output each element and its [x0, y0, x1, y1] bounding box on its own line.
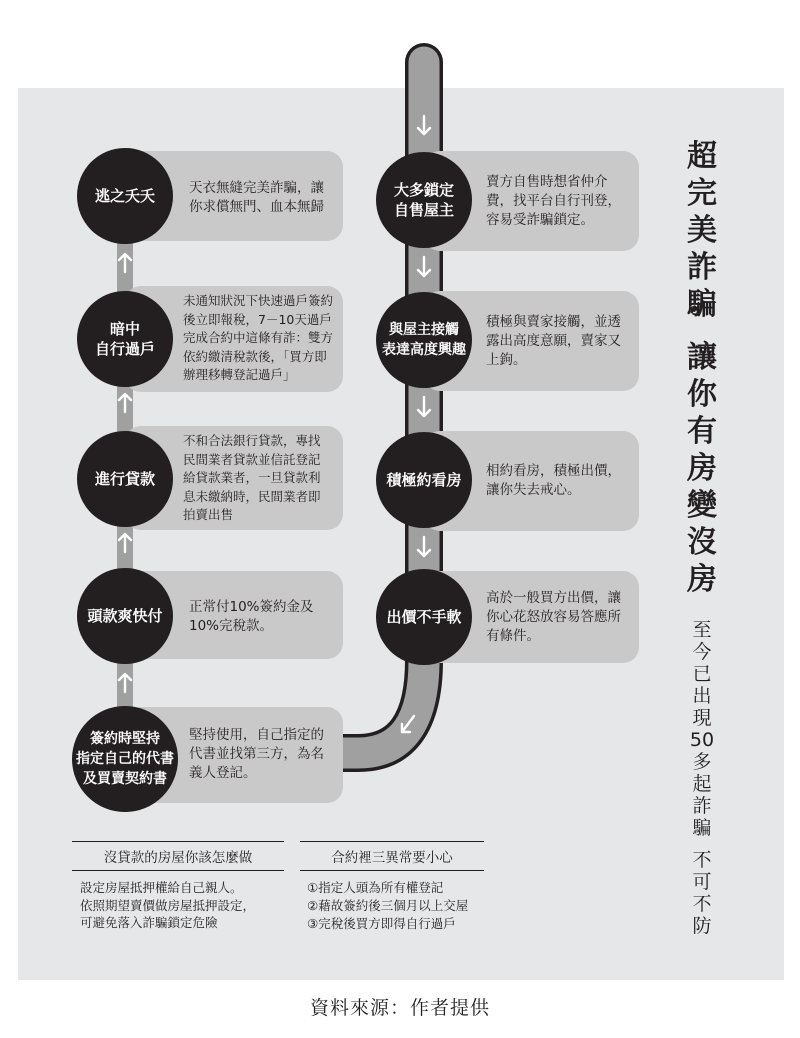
left-step-3-label: 進行貸款	[77, 431, 173, 527]
right-step-3-label: 積極約看房	[376, 432, 472, 528]
tip-1-rule-top	[72, 841, 284, 842]
right-step-1-desc: 賣方自售時想省仲介 費，找平台自行刊登， 容易受詐騙鎖定。	[424, 151, 639, 251]
tip-1-body: 設定房屋抵押權給自己親人。 依照期望賣價做房屋抵押設定， 可避免落入詐騙鎖定危險	[80, 880, 256, 930]
left-step-4-label: 頭款爽快付	[77, 568, 173, 664]
page-title: 超 完 美 詐 騙 讓 你 有 房 變 沒 房	[687, 139, 717, 597]
left-step-3-desc: 不和合法銀行貸款，專找 民間業者貸款並信託登記 給貸款業者，一旦貸款利 息未繳納時，民間業者即 拍賣出售	[125, 426, 343, 530]
tip-2-item-1: ①指定人頭為所有權登記	[307, 880, 444, 895]
tip-2-item-2: ②藉故簽約後三個月以上交屋	[307, 898, 469, 913]
right-step-1-label: 大多鎖定 自售屋主	[376, 152, 472, 248]
right-step-2-label: 與屋主接觸 表達高度興趣	[376, 292, 472, 388]
tip-2-heading: 合約裡三異常要小心	[331, 850, 453, 866]
left-step-5-desc: 堅持使用，自己指定的 代書並找第三方，為名 義人登記。	[125, 707, 343, 803]
left-step-2-label: 暗中 自行過戶	[77, 291, 173, 387]
tip-2-item-3: ③完稅後買方即得自行過戶	[307, 916, 456, 931]
tip-2-rule-bottom	[300, 870, 484, 871]
right-step-4-label: 出價不手軟	[376, 569, 472, 665]
left-step-1-desc: 天衣無縫完美詐騙，讓 你求償無門、血本無歸	[125, 151, 343, 241]
right-step-2-desc: 積極與賣家接觸，並透 露出高度意願，賣家又 上鉤。	[424, 291, 639, 391]
left-step-2-desc: 未通知狀況下快速過戶簽約 後立即報稅，7－10天過戶 完成合約中這條有詐：雙方 依約繳清稅款後，「買方即 辦理移轉登記過戶」	[125, 286, 343, 392]
right-step-3-desc: 相約看房，積極出價， 讓你失去戒心。	[424, 431, 639, 531]
right-step-4-desc: 高於一般買方出價，讓 你心花怒放容易答應所 有條件。	[424, 571, 639, 663]
left-step-1-label: 逃之夭夭	[77, 148, 173, 244]
left-step-5-label: 簽約時堅持 指定自己的代書 及買賣契約書	[72, 706, 178, 812]
tip-2-rule-top	[300, 841, 484, 842]
tip-1-rule-bottom	[72, 870, 284, 871]
tip-1-heading: 沒貸款的房屋你該怎麼做	[103, 850, 253, 866]
left-step-4-desc: 正常付10%簽約金及 10%完稅款。	[125, 571, 343, 659]
source-note: 資料來源：作者提供	[309, 997, 490, 1019]
page-subtitle: 至 今 已 出 現 50 多 起 詐 騙 不 可 不 防	[689, 619, 715, 937]
